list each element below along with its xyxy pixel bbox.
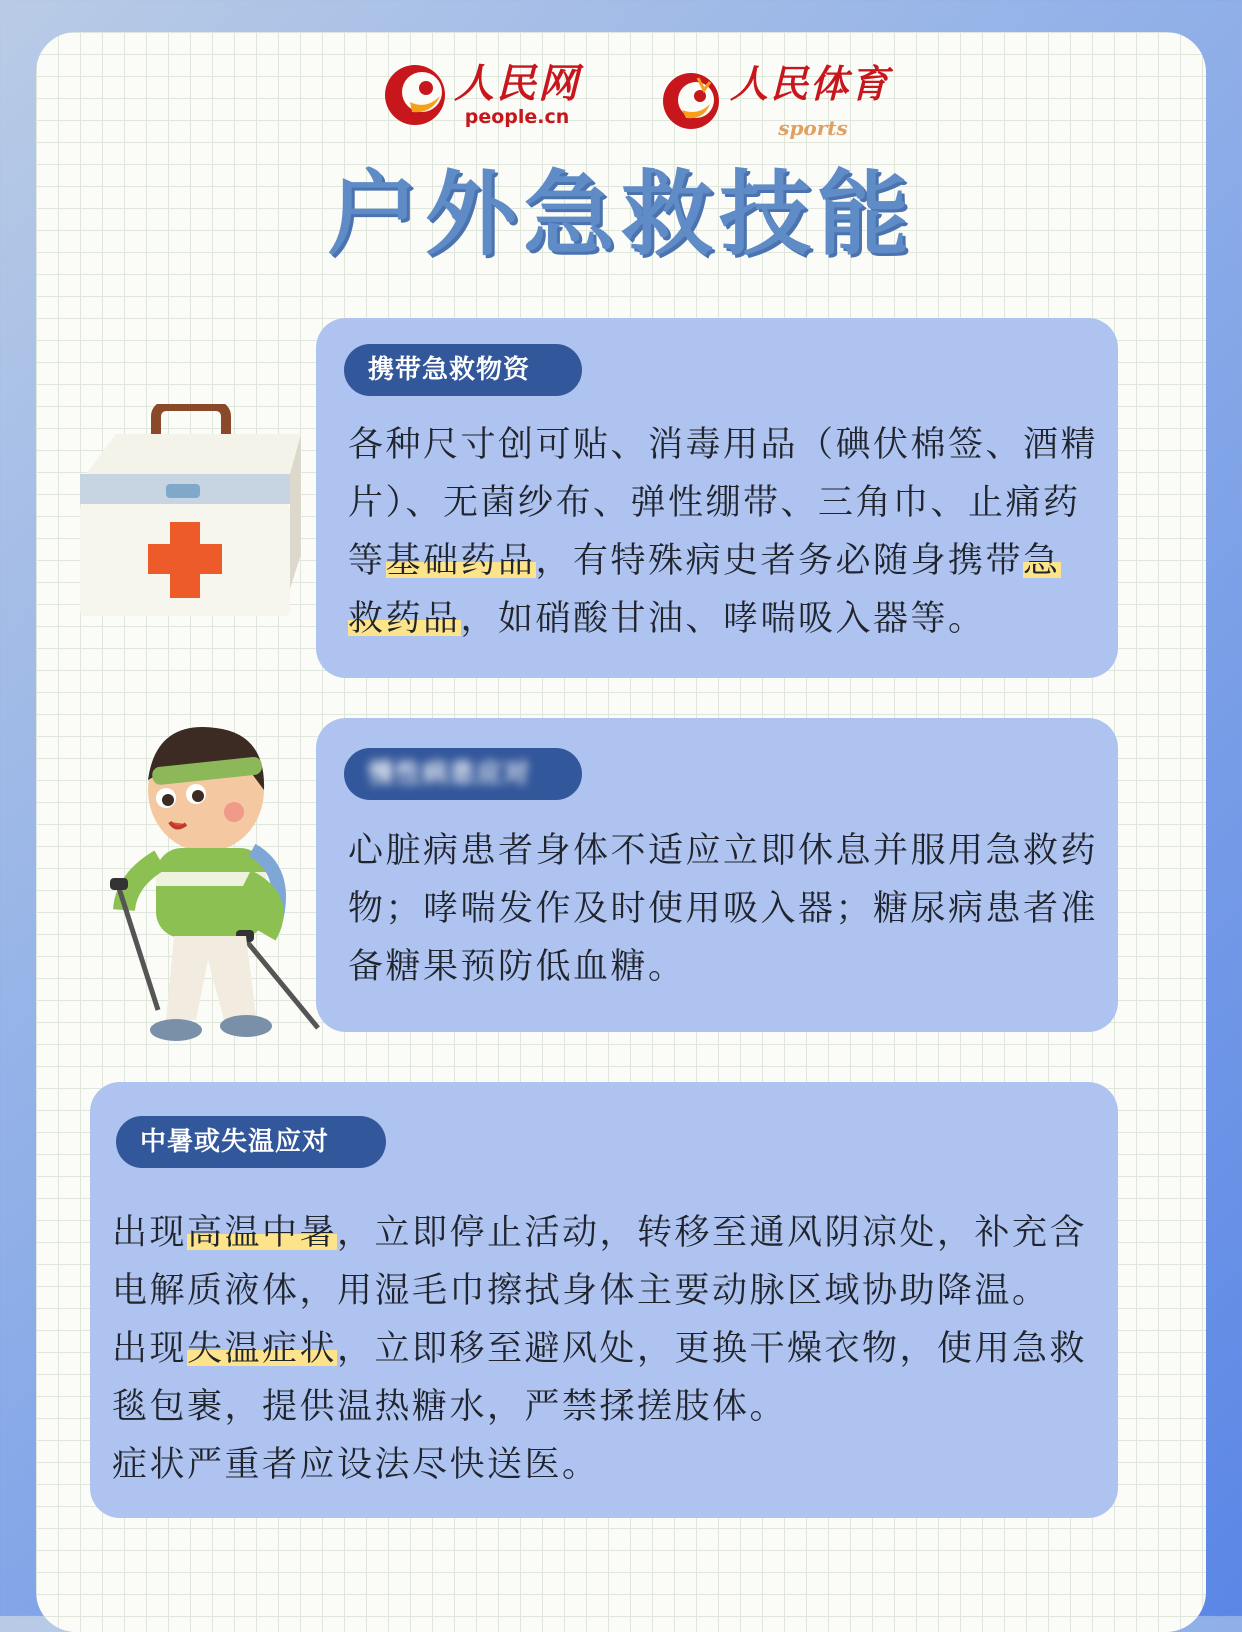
section-title-chronic-illness: 慢性病患应对	[344, 748, 582, 800]
paragraph-heatstroke	[112, 1204, 1102, 1320]
section-heat-cold	[90, 1082, 1118, 1518]
page-title: 户外急救技能	[326, 161, 915, 268]
text-segment: 出现	[112, 1329, 188, 1369]
people-sports-logo-text: 人民体育	[730, 61, 891, 106]
poster-card	[36, 32, 1206, 1632]
text-segment: ，有特殊病史者务必随身携带	[535, 541, 1024, 581]
hiker-boy-icon	[96, 720, 326, 1060]
section-title-heat-cold: 中暑或失温应对	[116, 1116, 386, 1168]
section-body-supplies	[348, 416, 1098, 648]
text-segment: ，如硝酸甘油、哮喘吸入器等。	[460, 599, 986, 639]
paragraph-hypothermia	[112, 1320, 1102, 1436]
people-sports-logo-icon	[658, 68, 724, 134]
text-segment: ，立即移至避风处，更换干燥衣物，使用急救毯包裹，提供温热糖水，严禁揉搓肢体。	[112, 1329, 1088, 1427]
people-cn-logo-text: 人民网	[454, 60, 580, 107]
people-cn-logo[interactable]	[382, 62, 580, 128]
highlight-heatstroke: 高温中暑	[187, 1213, 338, 1253]
people-cn-logo-url: people.cn	[464, 106, 570, 128]
text-segment: ，立即停止活动，转移至通风阴凉处，补充含电解质液体，用湿毛巾擦拭身体主要动脉区域协助降温。	[112, 1213, 1088, 1311]
section-title-supplies: 携带急救物资	[344, 344, 582, 396]
text-segment: 心脏病患者身体不适应立即休息并服用急救药物；哮喘发作及时使用吸入器；糖尿病患者准备糖果预防低血糖。	[348, 831, 1099, 987]
people-sports-logo[interactable]	[658, 62, 890, 140]
text-segment: 各种尺寸创可贴、消毒用品（碘伏棉签、酒精片）、无菌纱布、弹性绷带、三角巾、止痛药等	[348, 425, 1099, 581]
first-aid-kit-icon	[76, 404, 306, 619]
people-cn-logo-icon	[382, 62, 448, 128]
highlight-basic-medicine: 基础药品	[385, 541, 536, 581]
text-segment: 出现	[112, 1213, 188, 1253]
paragraph-severe	[112, 1436, 1102, 1494]
section-chronic-illness	[316, 718, 1118, 1032]
highlight-emergency-medicine: 急救药品	[348, 541, 1061, 639]
section-supplies	[316, 318, 1118, 678]
section-body-heat-cold	[112, 1204, 1102, 1494]
section-body-chronic-illness	[348, 822, 1098, 996]
people-sports-logo-sub: sports	[778, 116, 848, 140]
text-segment: 症状严重者应设法尽快送医。	[112, 1445, 600, 1485]
highlight-hypothermia: 失温症状	[187, 1329, 338, 1369]
